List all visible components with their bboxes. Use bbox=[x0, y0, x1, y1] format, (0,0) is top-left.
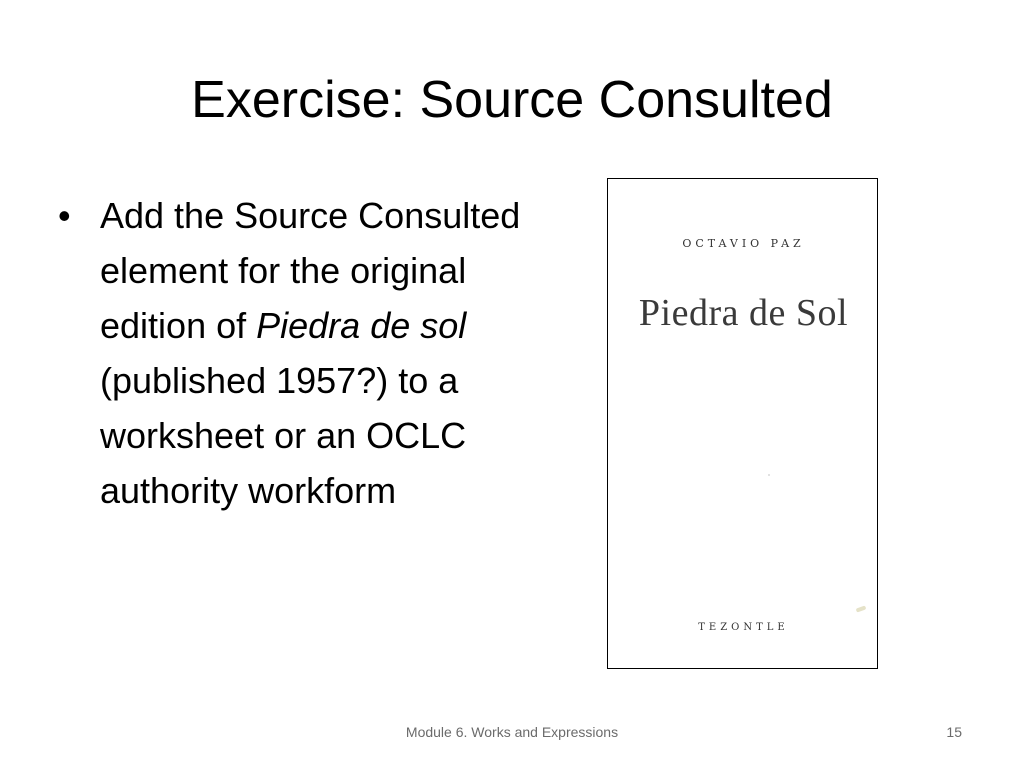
bullet-italic-title: Piedra de sol bbox=[256, 305, 467, 346]
bullet-text-end: (published 1957?) to a worksheet or an OCLC authority workform bbox=[100, 360, 467, 511]
cover-publisher: TEZONTLE bbox=[698, 622, 789, 633]
book-cover-image bbox=[607, 178, 878, 669]
bullet-marker: • bbox=[58, 195, 71, 236]
cover-smudge bbox=[856, 605, 867, 612]
cover-author: OCTAVIO PAZ bbox=[682, 237, 805, 250]
slide-footer: Module 6. Works and Expressions bbox=[405, 724, 619, 740]
cover-title: Piedra de Sol bbox=[638, 292, 849, 334]
slide-number: 15 bbox=[946, 724, 962, 740]
bullet-item bbox=[100, 188, 580, 518]
cover-speck bbox=[768, 474, 770, 476]
slide-title: Exercise: Source Consulted bbox=[191, 71, 833, 129]
bullet-text-start: Add the Source Consulted element for the original edition of bbox=[100, 195, 521, 346]
